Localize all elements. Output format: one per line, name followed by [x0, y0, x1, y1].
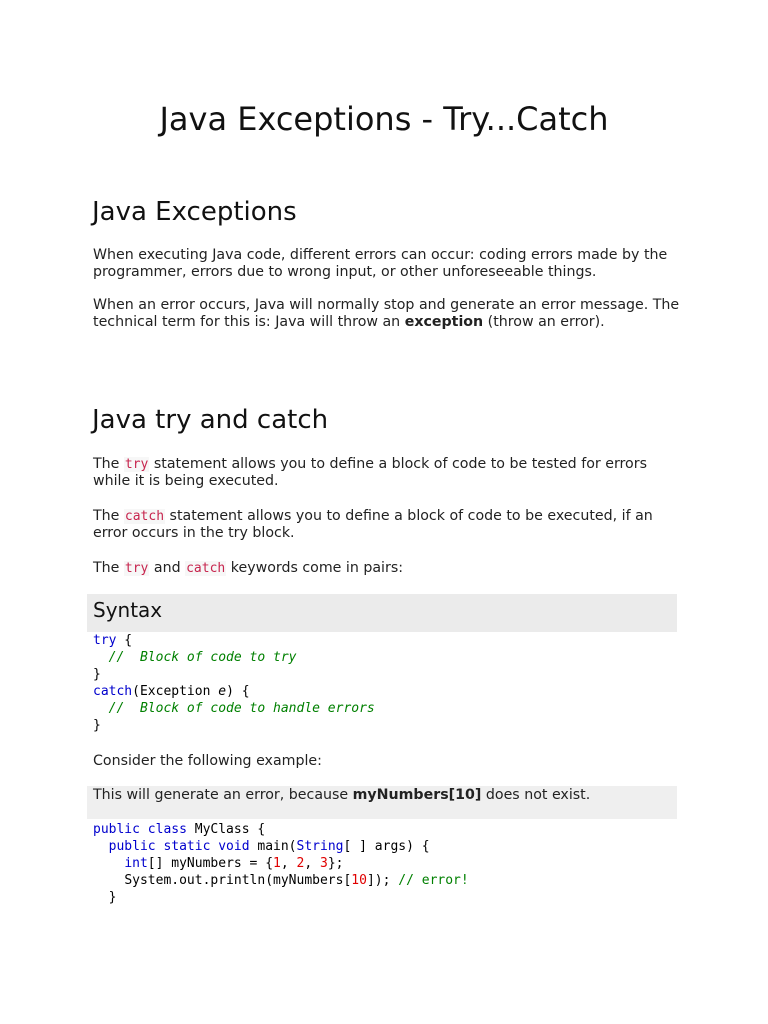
- code-line: [93, 666, 375, 683]
- example-note: [93, 787, 590, 804]
- code-text: }: [93, 890, 117, 905]
- code-variable: e: [218, 684, 227, 699]
- syntax-header-box: [87, 594, 677, 632]
- text-segment: The: [93, 456, 124, 472]
- code-indent: [93, 856, 124, 871]
- code-line: [93, 821, 469, 838]
- code-line: [93, 649, 375, 666]
- code-keyword: public class: [93, 822, 187, 837]
- code-text: (Exception: [132, 684, 219, 699]
- bold-term-mynumbers: myNumbers[10]: [352, 787, 482, 803]
- code-comment: // error!: [398, 873, 469, 888]
- code-keyword: catch: [93, 684, 133, 699]
- code-text: {: [116, 633, 133, 648]
- code-text: ,: [280, 856, 297, 871]
- code-text: }: [93, 718, 101, 733]
- code-line: [93, 838, 469, 855]
- code-type: String: [296, 839, 344, 854]
- inline-code-catch: catch: [124, 509, 165, 524]
- text-segment: This will generate an error, because: [93, 787, 353, 803]
- code-text: [] myNumbers = {: [147, 856, 274, 871]
- example-code-block: [93, 821, 469, 906]
- code-line: [93, 700, 375, 717]
- code-keyword: public static void: [108, 839, 250, 854]
- text-segment: (throw an error).: [483, 314, 605, 330]
- code-text: ]);: [366, 873, 399, 888]
- text-segment: does not exist.: [481, 787, 591, 803]
- code-text: };: [327, 856, 344, 871]
- text-segment: keywords come in pairs:: [226, 560, 403, 576]
- code-text: MyClass {: [186, 822, 266, 837]
- code-text: ,: [304, 856, 320, 871]
- heading-java-exceptions: Java Exceptions: [92, 197, 297, 227]
- heading-try-catch: Java try and catch: [92, 405, 329, 435]
- code-keyword: int: [124, 856, 148, 871]
- paragraph-intro: When executing Java code, different errors can occur: coding errors made by the programmer, errors due to wrong input, or other unforeseeable things.: [93, 247, 668, 280]
- code-indent: [93, 873, 124, 888]
- text-segment: and: [149, 560, 186, 576]
- code-number: 1: [273, 856, 281, 871]
- code-indent: [93, 839, 109, 854]
- inline-code-catch: catch: [186, 561, 226, 576]
- heading-syntax: Syntax: [93, 598, 163, 622]
- code-line: [93, 872, 469, 889]
- text-segment: When an error occurs, Java will normally stop and generate an error message. The technical term for this is: Java will throw an: [93, 297, 680, 330]
- example-note-box: [87, 786, 677, 819]
- text-segment: statement allows you to define a block of code to be executed, if an error occurs in the try block.: [93, 508, 653, 541]
- page-title: Java Exceptions - Try...Catch: [159, 100, 609, 138]
- code-line: [93, 855, 469, 872]
- code-comment: // Block of code to try: [93, 650, 297, 665]
- code-keyword: try: [93, 633, 117, 648]
- paragraph-exception-definition: [93, 297, 683, 331]
- paragraph-catch-statement: [93, 508, 683, 542]
- syntax-code-block: [93, 632, 375, 734]
- code-line: [93, 717, 375, 734]
- code-line: [93, 632, 375, 649]
- text-segment: The: [93, 560, 124, 576]
- code-text: }: [93, 667, 101, 682]
- code-number: 3: [320, 856, 328, 871]
- code-text: main(: [249, 839, 297, 854]
- text-segment: The: [93, 508, 124, 524]
- text-segment: statement allows you to define a block of code to be tested for errors while it is being executed.: [93, 456, 647, 489]
- code-comment: // Block of code to handle errors: [93, 701, 375, 716]
- paragraph-pairs: [93, 560, 683, 577]
- bold-term-exception: exception: [404, 314, 484, 330]
- paragraph-example-intro: Consider the following example:: [93, 753, 322, 769]
- code-line: [93, 683, 375, 700]
- code-number: 10: [351, 873, 367, 888]
- code-text: ) {: [226, 684, 250, 699]
- paragraph-try-statement: [93, 456, 683, 490]
- code-line: [93, 889, 469, 906]
- code-text: [ ] args) {: [343, 839, 430, 854]
- code-number: 2: [296, 856, 305, 871]
- inline-code-try: try: [124, 457, 149, 472]
- code-text: System.out.println(myNumbers[: [124, 873, 352, 888]
- inline-code-try: try: [124, 561, 149, 576]
